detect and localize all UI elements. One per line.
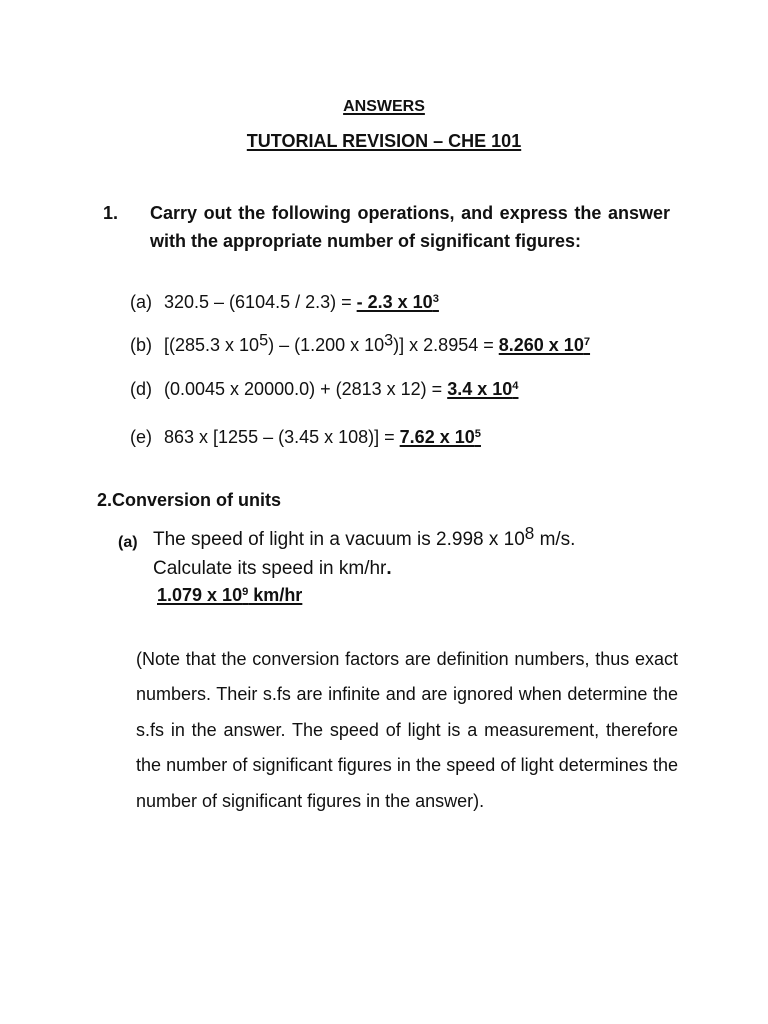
question-1-number: 1. <box>103 203 119 223</box>
explanation-note: (Note that the conversion factors are definition numbers, thus exact numbers. Their s.fs are infinite and are ignored when determine the s.fs in the answer. The speed of light is a measurement, therefore the number of significant figures in the speed of light determines the number of significant figures in the answer). <box>136 649 678 811</box>
expression-text: [(285.3 x 10 <box>164 335 260 355</box>
answer-base: 7.62 x 10 <box>399 427 475 447</box>
expression-text: 863 x [1255 – (3.45 x 108)] = <box>164 427 400 447</box>
question-2a-label: (a) <box>118 534 138 551</box>
part-expression <box>164 379 518 400</box>
part-label: (b) <box>130 335 152 355</box>
answer-base: 3.4 x 10 <box>447 379 513 399</box>
expression-text: ) – (1.200 x 10 <box>268 335 385 355</box>
answer-value <box>447 379 518 399</box>
expression-text: 320.5 – (6104.5 / 2.3) = <box>164 292 357 312</box>
exponent: 5 <box>259 331 269 350</box>
question-text-end: . <box>386 558 392 579</box>
question-2a-line-1 <box>153 524 576 551</box>
answer-base: - 2.3 x 10 <box>356 292 433 312</box>
part-expression <box>164 427 481 448</box>
exponent: 3 <box>384 331 394 350</box>
answers-heading: ANSWERS <box>343 98 425 115</box>
expression-text: (0.0045 x 20000.0) + (2813 x 12) = <box>164 379 448 399</box>
question-2a-line-2 <box>153 558 392 580</box>
answer-unit: km/hr <box>248 585 303 605</box>
part-label: (d) <box>130 379 152 399</box>
part-expression <box>164 292 439 313</box>
answer-value <box>499 335 590 355</box>
part-expression <box>164 331 591 356</box>
answer-exponent: 5 <box>474 427 481 440</box>
part-label: (a) <box>130 292 152 312</box>
answer-base: 8.260 x 10 <box>498 335 584 355</box>
question-text: m/s. <box>534 529 576 550</box>
question-1-prompt: Carry out the following operations, and express the answer with the appropriate number of significant figures: <box>150 203 670 251</box>
question-2a-answer <box>157 585 302 606</box>
exponent: 8 <box>524 524 535 544</box>
question-text: Calculate its speed in km/hr <box>153 558 387 579</box>
page-title: TUTORIAL REVISION – CHE 101 <box>246 131 522 151</box>
question-2-heading: 2.Conversion of units <box>97 490 282 510</box>
answer-exponent: 4 <box>512 379 519 392</box>
answer-value <box>400 427 481 447</box>
expression-text: )] x 2.8954 = <box>393 335 499 355</box>
answer-value <box>357 292 439 312</box>
answer-exponent: 3 <box>432 292 439 305</box>
answer-base: 1.079 x 10 <box>157 585 243 605</box>
answer-exponent: 9 <box>242 585 249 598</box>
answer-exponent: 7 <box>583 335 591 348</box>
part-label: (e) <box>130 427 152 447</box>
question-text: The speed of light in a vacuum is 2.998 x 10 <box>153 529 525 550</box>
